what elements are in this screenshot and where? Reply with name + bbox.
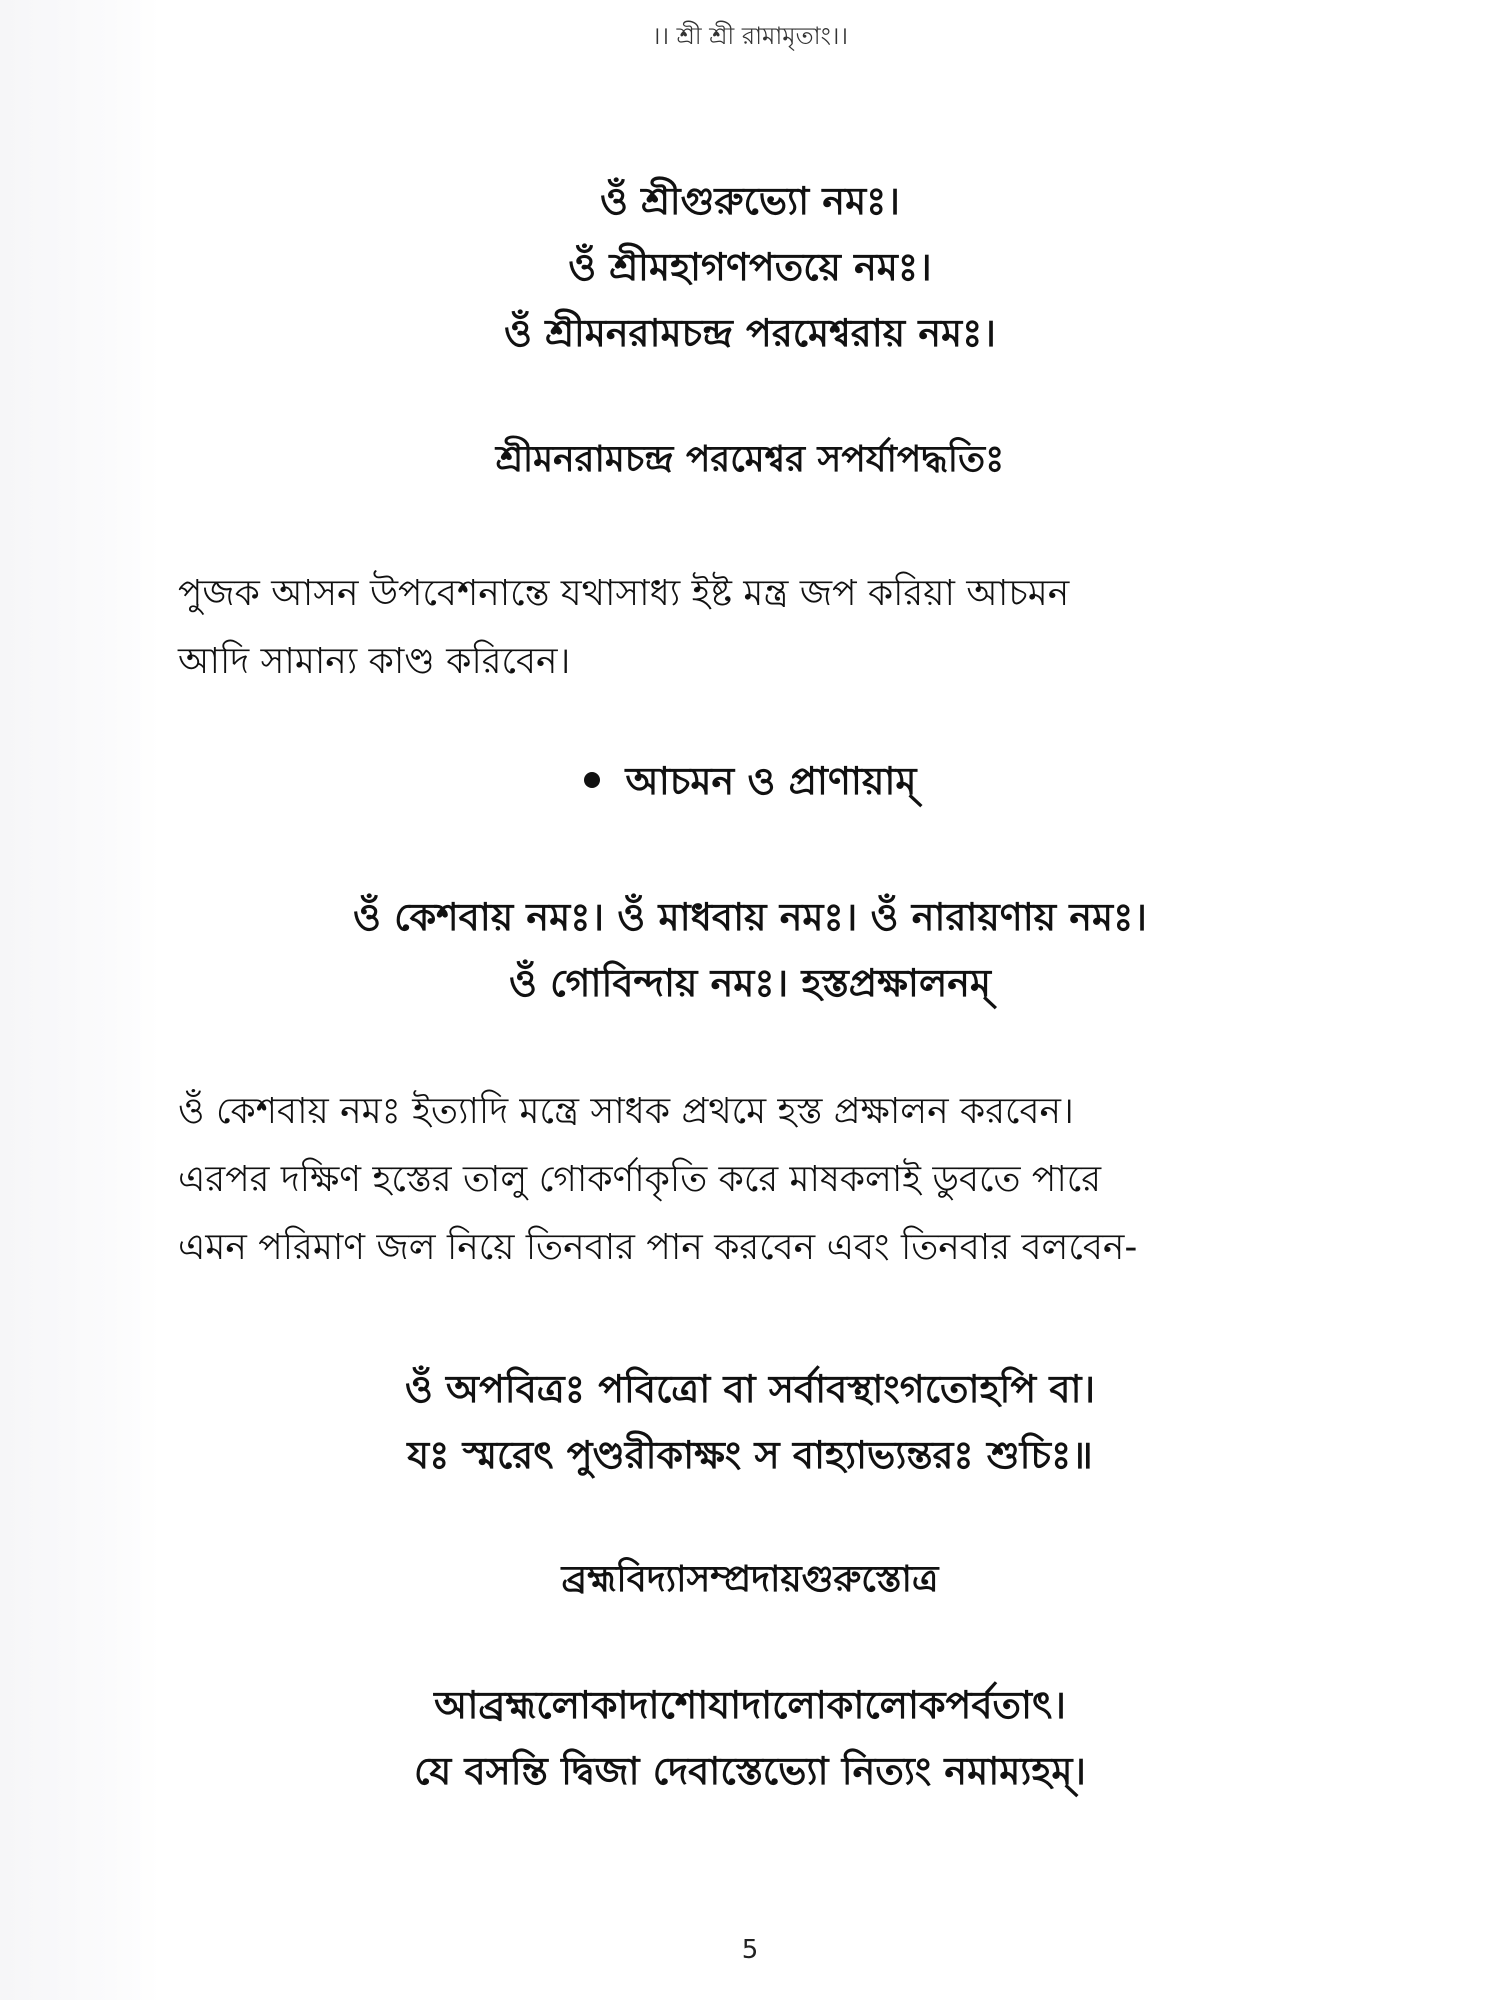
stotra-line: যে বসন্তি দ্বিজা দেবাস্তেভ্যো নিত্যং নমাম্যহম্। [413,1749,1087,1793]
page-number: 5 [741,1935,759,1965]
instruction-line: এরপর দক্ষিণ হস্তের তালু গোকর্ণাকৃতি করে মাষকলাই ডুবতে পারে [178,1159,1102,1200]
intro-line: পুজক আসন উপবেশনান্তে যথাসাধ্য ইষ্ট মন্ত্র জপ করিয়া আচমন [178,573,1070,614]
intro-line: আদি সামান্য কাণ্ড করিবেন। [178,641,571,682]
invocation-line: ওঁ শ্রীমনরামচন্দ্র পরমেশ্বরায় নমঃ। [504,311,996,355]
stotra-title: ব্রহ্মবিদ্যাসম্প্রদায়গুরুস্তোত্র [561,1559,939,1600]
stotra-line: আব্রহ্মলোকাদাশোযাদালোকালোকপর্বতাৎ। [434,1683,1066,1727]
achaman-heading [0,752,1500,816]
instruction-line: ওঁ কেশবায় নমঃ ইত্যাদি মন্ত্রে সাধক প্রথমে হস্ত প্রক্ষালন করবেন। [178,1091,1074,1132]
purification-mantra-line: ওঁ অপবিত্রঃ পবিত্রো বা সর্বাবস্থাংগতোহপি বা। [404,1367,1096,1411]
invocation-line: ওঁ শ্রীগুরুভ্যো নমঃ। [599,179,901,223]
achaman-mantra-line: ওঁ কেশবায় নমঃ। ওঁ মাধবায় নমঃ। ওঁ নারায়ণায় নমঃ। [352,895,1148,939]
achaman-heading-text: আচমন ও প্রাণায়াম্ [625,759,917,803]
bullet-icon [584,772,600,788]
running-header: ।। শ্রী শ্রী রামামৃতাং।। [651,22,849,50]
intro-paragraph [178,560,1338,696]
section-title: শ্রীমনরামচন্দ্র পরমেশ্বর সপর্যাপদ্ধতিঃ [495,439,1005,480]
invocation-line: ওঁ শ্রীমহাগণপতয়ে নমঃ। [568,245,932,289]
achaman-mantra-line: ওঁ গোবিন্দায় নমঃ। হস্তপ্রক্ষালনম্ [508,961,992,1005]
purification-mantra-line: যঃ স্মরেৎ পুণ্ডরীকাক্ষং স বাহ্যাভ্যন্তরঃ শুচিঃ॥ [407,1433,1093,1477]
instruction-paragraph [178,1078,1338,1282]
instruction-line: এমন পরিমাণ জল নিয়ে তিনবার পান করবেন এবং তিনবার বলবেন- [178,1227,1138,1268]
